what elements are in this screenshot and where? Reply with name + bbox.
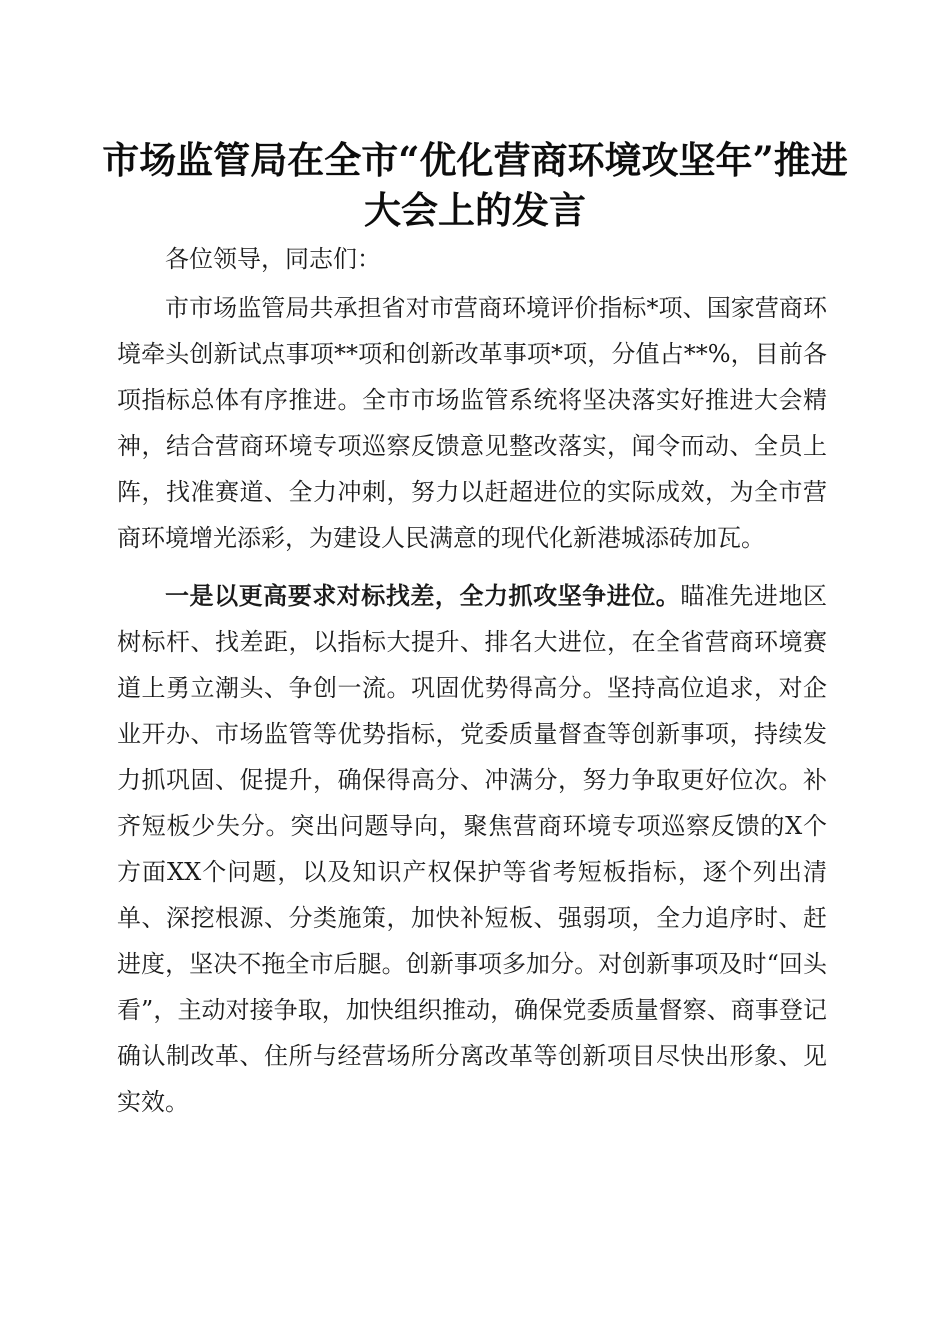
paragraph-2-lead: 一是以更高要求对标找差，全力抓攻坚争进位。 (165, 581, 681, 610)
paragraph-1: 市市场监管局共承担省对市营商环境评价指标*项、国家营商环境牵头创新试点事项**项和创新改革事项*项，分值占**%，目前各项指标总体有序推进。全市市场监管系统将坚决落实好推进大会精神，结合营商环境专项巡察反馈意见整改落实，闻令而动、全员上阵，找准赛道、全力冲刺，努力以赶超进位的实际成效，为全市营商环境增光添彩，为建设人民满意的现代化新港城添砖加瓦。 (117, 294, 827, 552)
greeting: 各位领导，同志们： (165, 245, 381, 273)
paragraph-2 (117, 573, 827, 1125)
document-title: 市场监管局在全市“优化营商环境攻坚年”推进大会上的发言 (102, 138, 848, 232)
paragraph-2-body: 瞄准先进地区树标杆、找差距，以指标大提升、排名大进位，在全省营商环境赛道上勇立潮头、争创一流。巩固优势得高分。坚持高位追求，对企业开办、市场监管等优势指标，党委质量督查等创新事项，持续发力抓巩固、促提升，确保得高分、冲满分，努力争取更好位次。补齐短板少失分。突出问题导向，聚焦营商环境专项巡察反馈的X个方面XX个问题，以及知识产权保护等省考短板指标，逐个列出清单、深挖根源、分类施策，加快补短板、强弱项，全力追序时、赶进度，坚决不拖全市后腿。创新事项多加分。对创新事项及时“回头看”，主动对接争取，加快组织推动，确保党委质量督察、商事登记确认制改革、住所与经营场所分离改革等创新项目尽快出形象、见实效。 (117, 582, 828, 1116)
document-body (117, 236, 827, 1125)
